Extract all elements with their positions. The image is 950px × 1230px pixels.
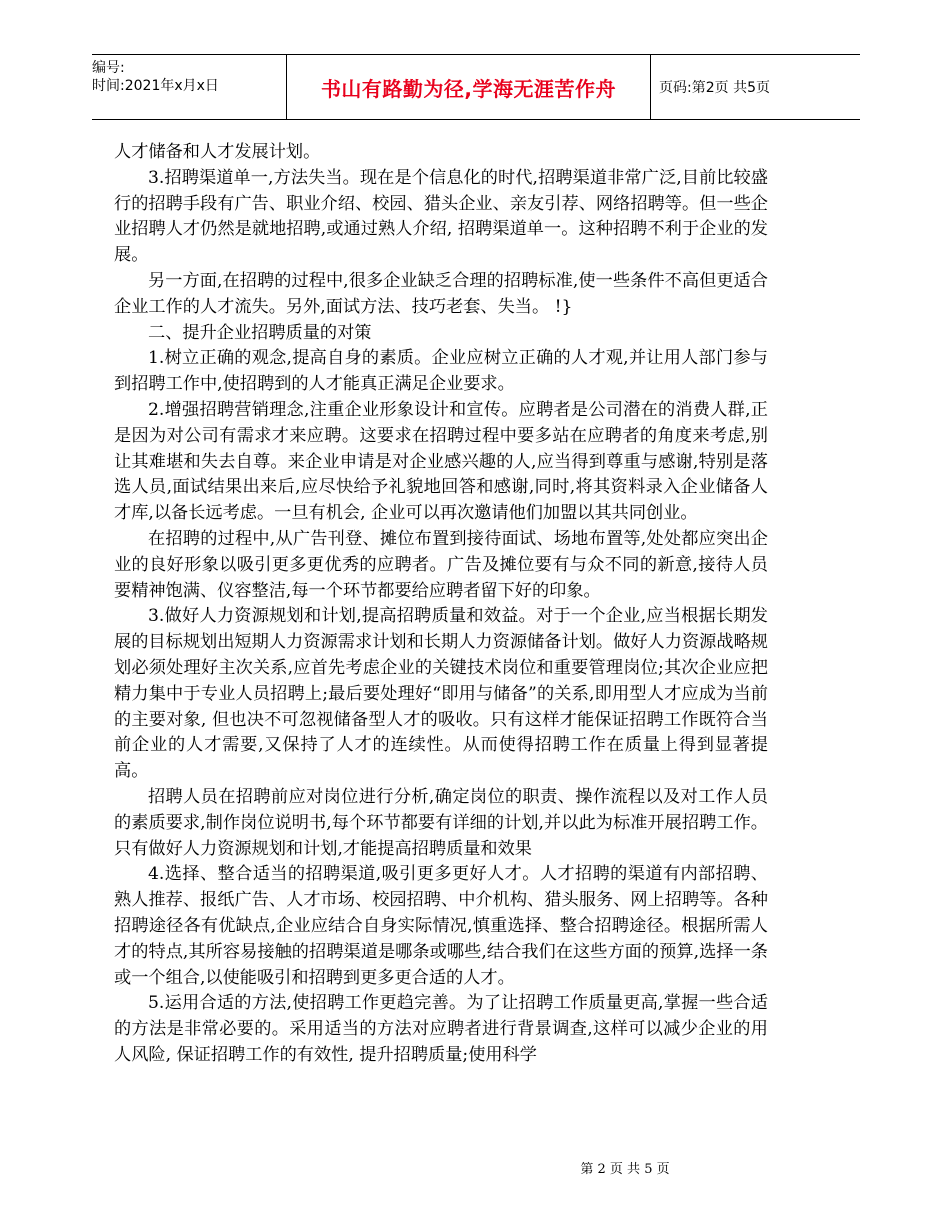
document-body xyxy=(114,140,768,1069)
header-page-info-cell xyxy=(651,55,860,119)
header-motto-cell xyxy=(286,55,651,119)
body-paragraph: 2.增强招聘营销理念,注重企业形象设计和宣传。应聘者是公司潜在的消费人群,正是因为对公司有需求才来应聘。这要求在招聘过程中要多站在应聘者的角度来考虑,别让其难堪和失去自尊。来企业申请是对企业感兴趣的人,应当得到尊重与感谢,特别是落选人员,面试结果出来后,应尽快给予礼貌地回答和感谢,同时,将其资料录入企业储备人才库,以备长远考虑。一旦有机会, 企业可以再次邀请他们加盟以其共同创业。 xyxy=(114,399,768,524)
body-paragraph: 4.选择、整合适当的招聘渠道,吸引更多更好人才。人才招聘的渠道有内部招聘、熟人推荐、报纸广告、人才市场、校园招聘、中介机构、猎头服务、网上招聘等。各种招聘途径各有优缺点,企业应结合自身实际情况,慎重选择、整合招聘途径。根据所需人才的特点,其所容易接触的招聘渠道是哪条或哪些,结合我们在这些方面的预算,选择一条或一个组合,以使能吸引和招聘到更多更合适的人才。 xyxy=(114,864,768,988)
body-paragraph: 5.运用合适的方法,使招聘工作更趋完善。为了让招聘工作质量更高,掌握一些合适的方法是非常必要的。采用适当的方法对应聘者进行背景调查,这样可以减少企业的用人风险, 保证招聘工作的有效性, 提升招聘质量;使用科学 xyxy=(114,993,768,1065)
document-number-label: 编号: xyxy=(92,60,125,76)
header-meta xyxy=(92,55,286,119)
body-paragraph: 1.树立正确的观念,提高自身的素质。企业应树立正确的人才观,并让用人部门参与到招聘工作中,使招聘到的人才能真正满足企业要求。 xyxy=(114,348,768,395)
page-header xyxy=(92,54,860,120)
body-paragraph: 二、提升企业招聘质量的对策 xyxy=(148,322,372,343)
body-paragraph: 招聘人员在招聘前应对岗位进行分析,确定岗位的职责、操作流程以及对工作人员的素质要求,制作岗位说明书,每个环节都要有详细的计划,并以此为标准开展招聘工作。只有做好人力资源规划和计划,才能提高招聘质量和效果 xyxy=(114,786,768,859)
body-paragraph: 在招聘的过程中,从广告刊登、摊位布置到接待面试、场地布置等,处处都应突出企业的良好形象以吸引更多更优秀的应聘者。广告及摊位要有与众不同的新意,接待人员要精神饱满、仪容整洁,每一个环节都要给应聘者留下好的印象。 xyxy=(114,528,768,601)
body-paragraph: 人才储备和人才发展计划。 xyxy=(114,142,321,162)
page-footer: 第 2 页 共 5 页 xyxy=(580,1162,670,1177)
body-paragraph: 3.招聘渠道单一,方法失当。现在是个信息化的时代,招聘渠道非常广泛,目前比较盛行的招聘手段有广告、职业介绍、校园、猎头企业、亲友引荐、网络招聘等。但一些企业招聘人才仍然是就地招聘,或通过熟人介绍, 招聘渠道单一。这种招聘不利于企业的发展。 xyxy=(114,167,768,266)
header-page-number: 页码:第2页 共5页 xyxy=(659,80,770,96)
body-paragraph: 3.做好人力资源规划和计划,提高招聘质量和效益。对于一个企业,应当根据长期发展的目标规划出短期人力资源需求计划和长期人力资源储备计划。做好人力资源战略规划必须处理好主次关系,应首先考虑企业的关键技术岗位和重要管理岗位;其次企业应把精力集中于专业人员招聘上;最后要处理好“即用与储备”的关系,即用型人才应成为当前的主要对象, 但也决不可忽视储备型人才的吸收。只有这样才能保证招聘工作既符合当前企业的人才需要,又保持了人才的连续性。从而使得招聘工作在质量上得到显著提高。 xyxy=(114,606,768,782)
document-time-label: 时间:2021年x月x日 xyxy=(92,78,219,94)
header-motto: 书山有路勤为径,学海无涯苦作舟 xyxy=(320,76,617,101)
body-paragraph: 另一方面,在招聘的过程中,很多企业缺乏合理的招聘标准,使一些条件不高但更适合企业工作的人才流失。另外,面试方法、技巧老套、失当。 !} xyxy=(114,270,768,317)
